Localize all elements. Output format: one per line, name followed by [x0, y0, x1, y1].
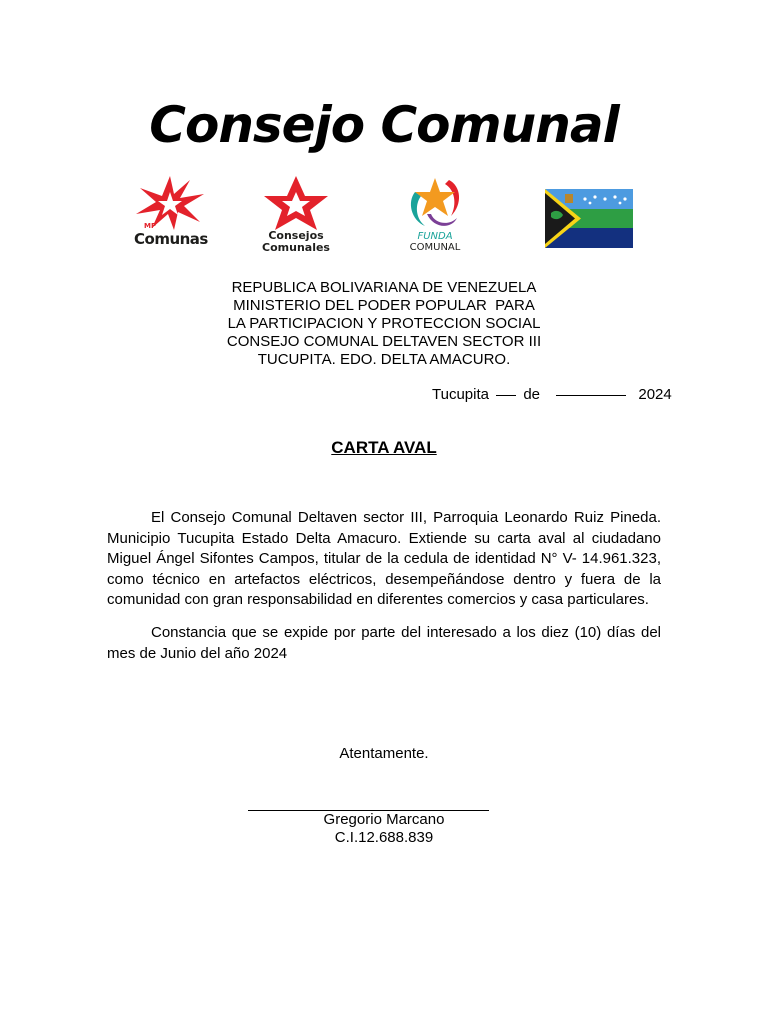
dateline	[432, 386, 672, 403]
page-title: Consejo Comunal	[149, 96, 619, 154]
document-title: CARTA AVAL	[331, 438, 437, 457]
delta-amacuro-flag	[545, 189, 633, 248]
letterhead-line-2: MINISTERIO DEL PODER POPULAR PARA	[233, 297, 535, 314]
svg-text:MP: MP	[144, 222, 157, 230]
letterhead-line-4: CONSEJO COMUNAL DELTAVEN SECTOR III	[226, 333, 542, 350]
consejos-label-line1: Consejos	[268, 229, 324, 242]
signer-name: Gregorio Marcano	[323, 811, 445, 828]
dateline-city: Tucupita	[432, 386, 489, 403]
funda-logo-label	[405, 232, 465, 253]
signer-id: C.I.12.688.839	[334, 829, 434, 846]
month-blank	[556, 395, 626, 396]
consejos-logo-label	[258, 230, 334, 253]
funda-star-icon	[405, 174, 465, 232]
body-paragraph-2: Constancia que se expide por parte del interesado a los diez (10) días del mes de Junio del año 2024	[107, 624, 661, 662]
signature-block	[0, 811, 768, 847]
funda-label-line2: COMUNAL	[409, 241, 461, 253]
letterhead	[0, 279, 768, 369]
consejos-comunales-logo	[258, 174, 334, 256]
letterhead-line-1: REPUBLICA BOLIVARIANA DE VENEZUELA	[231, 279, 537, 296]
comunas-star-icon	[134, 174, 206, 232]
funda-label-line1: FUNDA	[417, 231, 453, 242]
letterhead-line-5: TUCUPITA. EDO. DELTA AMACURO.	[257, 351, 511, 368]
day-blank	[496, 395, 516, 396]
comunas-logo	[134, 174, 206, 254]
consejos-star-icon	[258, 174, 334, 230]
closing: Atentamente.	[339, 745, 429, 762]
flag-icon	[545, 189, 633, 248]
body-paragraph-1: El Consejo Comunal Deltaven sector III, Parroquia Leonardo Ruiz Pineda. Municipio Tucupita Estado Delta Amacuro. Extiende su carta aval al ciudadano Miguel Ángel Sifontes Campos, titular de la cedula de identidad N° V- 14.961.323, como técnico en artefactos eléctricos, desempeñándose dentro y fuera de la comunidad con gran responsabilidad en diferentes comercios y casa particulares.	[107, 509, 661, 608]
funda-comunal-logo	[405, 174, 465, 256]
dateline-year: 2024	[638, 386, 672, 403]
comunas-logo-label: Comunas	[134, 230, 208, 248]
dateline-de: de	[523, 386, 541, 403]
consejos-label-line2: Comunales	[262, 240, 330, 254]
letterhead-line-3: LA PARTICIPACION Y PROTECCION SOCIAL	[227, 315, 541, 332]
